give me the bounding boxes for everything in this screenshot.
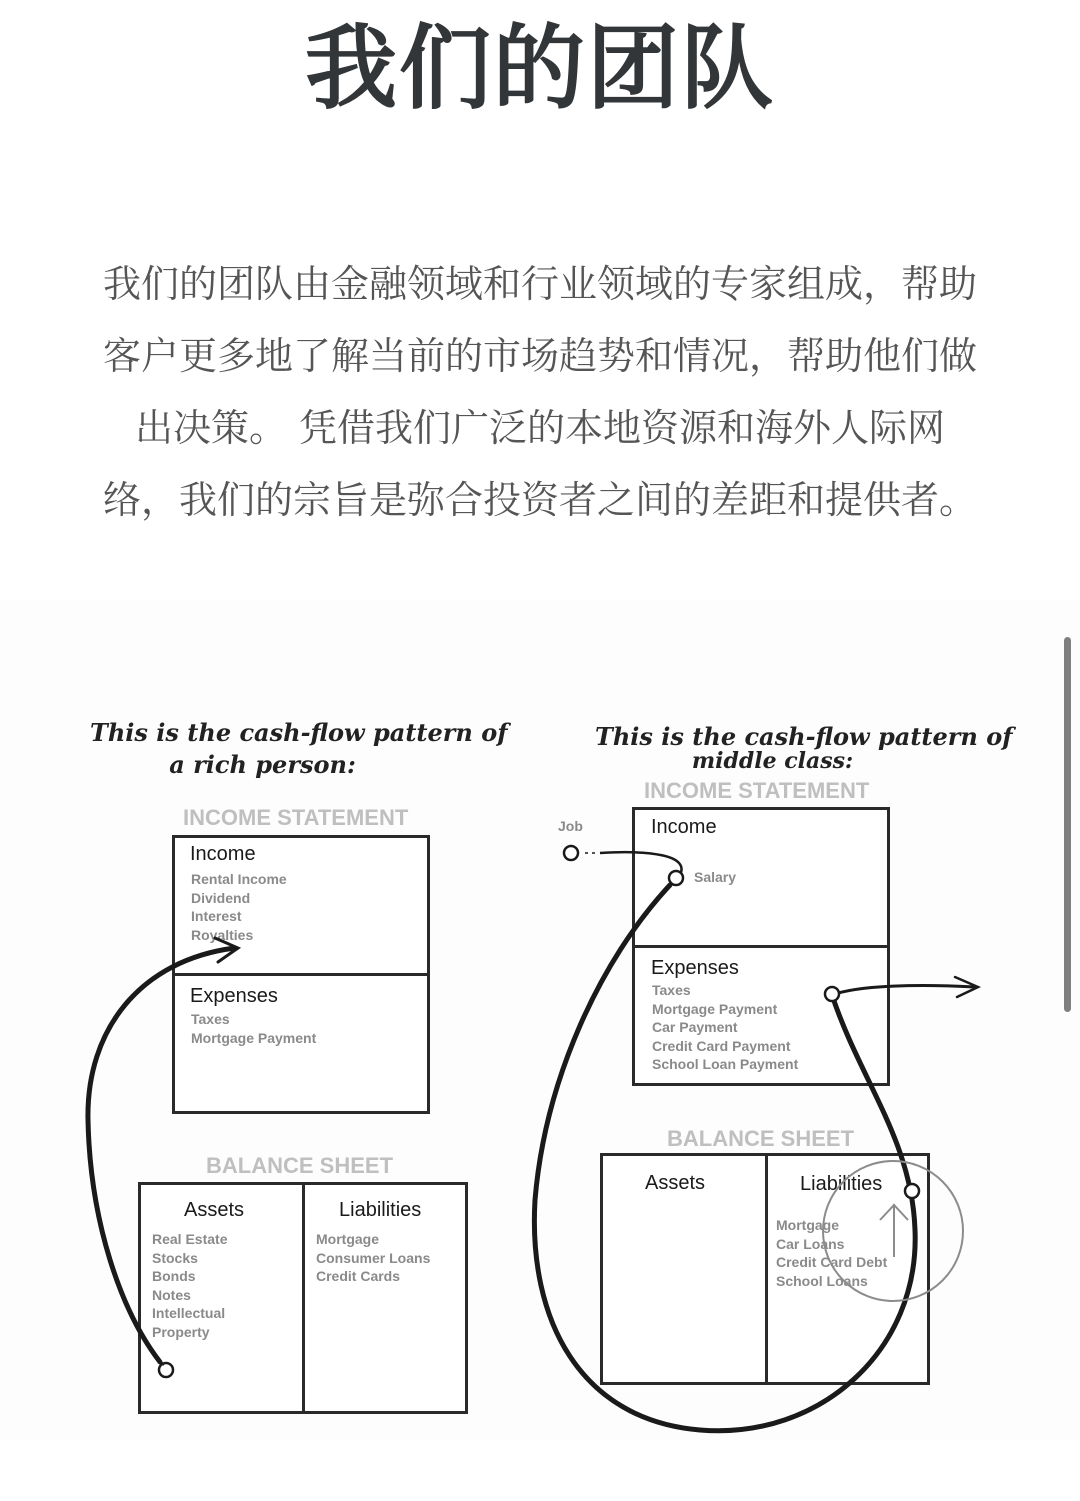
list-item: Real Estate [152, 1231, 228, 1247]
middle-caption-line2: middle class: [691, 748, 854, 774]
rich-assets-list [152, 1230, 227, 1341]
list-item: Credit Card Debt [776, 1254, 888, 1270]
intro-line: 我们的团队由金融领域和行业领域的专家组成，帮助 [102, 262, 977, 306]
list-item: Property [152, 1323, 210, 1340]
list-item: Credit Card Payment [652, 1037, 791, 1054]
list-item: Mortgage Payment [191, 1029, 317, 1046]
middle-assets-title: Assets [645, 1172, 706, 1194]
rich-caption-line1: This is the cash-flow pattern of [90, 718, 508, 747]
job-label: Job [558, 818, 583, 834]
list-item: Mortgage Payment [652, 1000, 778, 1017]
intro-line: 客户更多地了解当前的市场趋势和情况，帮助他们做 [102, 334, 977, 378]
rich-balance-sheet-label: BALANCE SHEET [206, 1153, 394, 1178]
list-item: Intellectual [152, 1305, 226, 1321]
rich-expenses-list [191, 1010, 316, 1047]
intro-line: 出决策。 凭借我们广泛的本地资源和海外人际网 [134, 406, 946, 450]
intro-paragraph [70, 248, 1010, 536]
list-item: Royalties [191, 926, 254, 943]
intro-line: 络，我们的宗旨是弥合投资者之间的差距和提供者。 [102, 478, 977, 522]
list-item: School Loan Payment [652, 1056, 799, 1072]
rich-liabilities-list [316, 1230, 430, 1286]
rich-expenses-title: Expenses [190, 985, 278, 1007]
list-item: Credit Cards [316, 1268, 401, 1284]
rich-income-statement-label: INCOME STATEMENT [183, 805, 409, 830]
list-item: Mortgage [776, 1217, 839, 1233]
list-item: Stocks [152, 1249, 198, 1266]
rich-caption-line2: a rich person: [169, 750, 356, 779]
scrollbar-thumb[interactable] [1064, 637, 1071, 1012]
rich-liabilities-title: Liabilities [339, 1199, 422, 1221]
list-item: Bonds [152, 1268, 196, 1284]
middle-expenses-title: Expenses [651, 957, 739, 979]
list-item: Dividend [191, 889, 251, 906]
page-title: 我们的团队 [304, 15, 775, 122]
rich-income-list [191, 870, 287, 944]
list-item: Consumer Loans [316, 1249, 431, 1266]
list-item: Car Loans [776, 1235, 845, 1252]
list-item: Rental Income [191, 871, 287, 887]
middle-liabilities-title: Liabilities [800, 1173, 883, 1195]
middle-income-title: Income [651, 816, 717, 838]
list-item: Mortgage [316, 1231, 379, 1247]
middle-balance-sheet-label: BALANCE SHEET [667, 1126, 855, 1151]
rich-assets-title: Assets [184, 1199, 245, 1221]
list-item: Notes [152, 1286, 191, 1303]
list-item: Taxes [652, 982, 691, 998]
middle-expenses-list [652, 981, 798, 1074]
list-item: Interest [191, 908, 242, 924]
middle-income-statement-label: INCOME STATEMENT [644, 778, 870, 803]
scroll-to-top-button[interactable] [822, 1160, 964, 1302]
list-item: Car Payment [652, 1019, 738, 1035]
salary-label: Salary [694, 869, 737, 885]
rich-income-title: Income [190, 843, 256, 865]
list-item: Taxes [191, 1011, 230, 1027]
arrow-up-icon [824, 1162, 962, 1300]
list-item: School Loans [776, 1272, 868, 1289]
middle-caption-line1: This is the cash-flow pattern of [595, 722, 1013, 751]
